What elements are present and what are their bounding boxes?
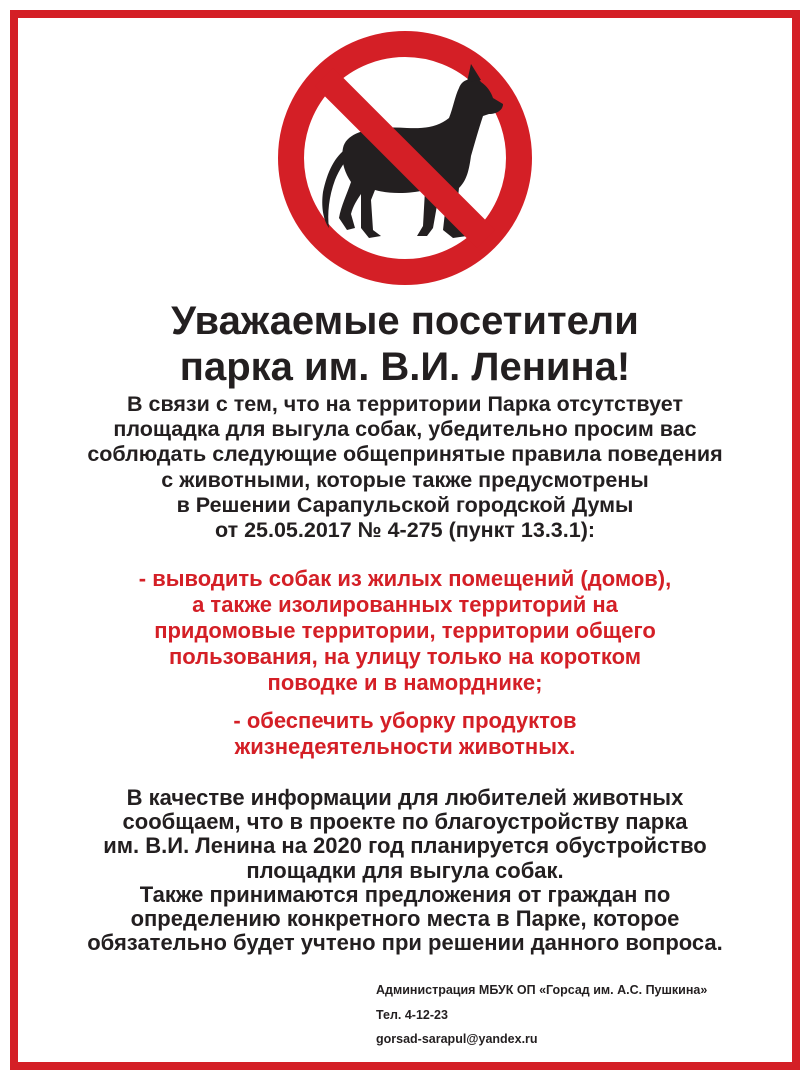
rule-leash-muzzle	[40, 566, 770, 696]
rule-line: жизнедеятельности животных.	[234, 734, 576, 759]
rule-line: а также изолированных территорий на	[192, 592, 618, 617]
intro-line: от 25.05.2017 № 4-275 (пункт 13.3.1):	[214, 518, 596, 543]
intro-paragraph	[40, 392, 770, 543]
phone-number: Тел. 4-12-23	[376, 1008, 448, 1022]
rule-line: придомовые территории, территории общего	[154, 618, 656, 643]
rule-cleanup	[40, 708, 770, 760]
info-line: Также принимаются предложения от граждан по	[139, 881, 671, 907]
intro-line: с животными, которые также предусмотрены	[161, 467, 649, 492]
intro-line: в Решении Сарапульской городской Думы	[176, 492, 634, 517]
administration-signature: Администрация МБУК ОП «Горсад им. А.С. Пушкина»	[376, 983, 708, 997]
rule-line: поводке и в наморднике;	[267, 670, 543, 695]
intro-line: В связи с тем, что на территории Парка отсутствует	[127, 392, 683, 416]
page-title-line-2: парка им. В.И. Ленина!	[179, 345, 631, 389]
rule-line: - обеспечить уборку продуктов	[233, 708, 577, 733]
rule-line: - выводить собак из жилых помещений (домов),	[138, 566, 672, 591]
info-line: им. В.И. Ленина на 2020 год планируется обустройство	[103, 833, 707, 859]
info-paragraph	[40, 786, 770, 955]
page-title-line-1: Уважаемые посетители	[171, 299, 639, 343]
intro-line: площадка для выгула собак, убедительно просим вас	[113, 417, 697, 442]
email-address: gorsad-sarapul@yandex.ru	[376, 1032, 538, 1046]
no-dogs-prohibition-icon	[277, 30, 533, 286]
rule-line: пользования, на улицу только на коротком	[169, 644, 641, 669]
info-line: обязательно будет учтено при решении данного вопроса.	[87, 930, 723, 956]
info-line: В качестве информации для любителей животных	[126, 785, 684, 810]
info-line: сообщаем, что в проекте по благоустройству парка	[122, 809, 688, 835]
intro-line: соблюдать следующие общепринятые правила поведения	[87, 442, 723, 467]
info-line: определению конкретного места в Парке, которое	[130, 906, 680, 932]
info-line: площадки для выгула собак.	[246, 857, 564, 883]
